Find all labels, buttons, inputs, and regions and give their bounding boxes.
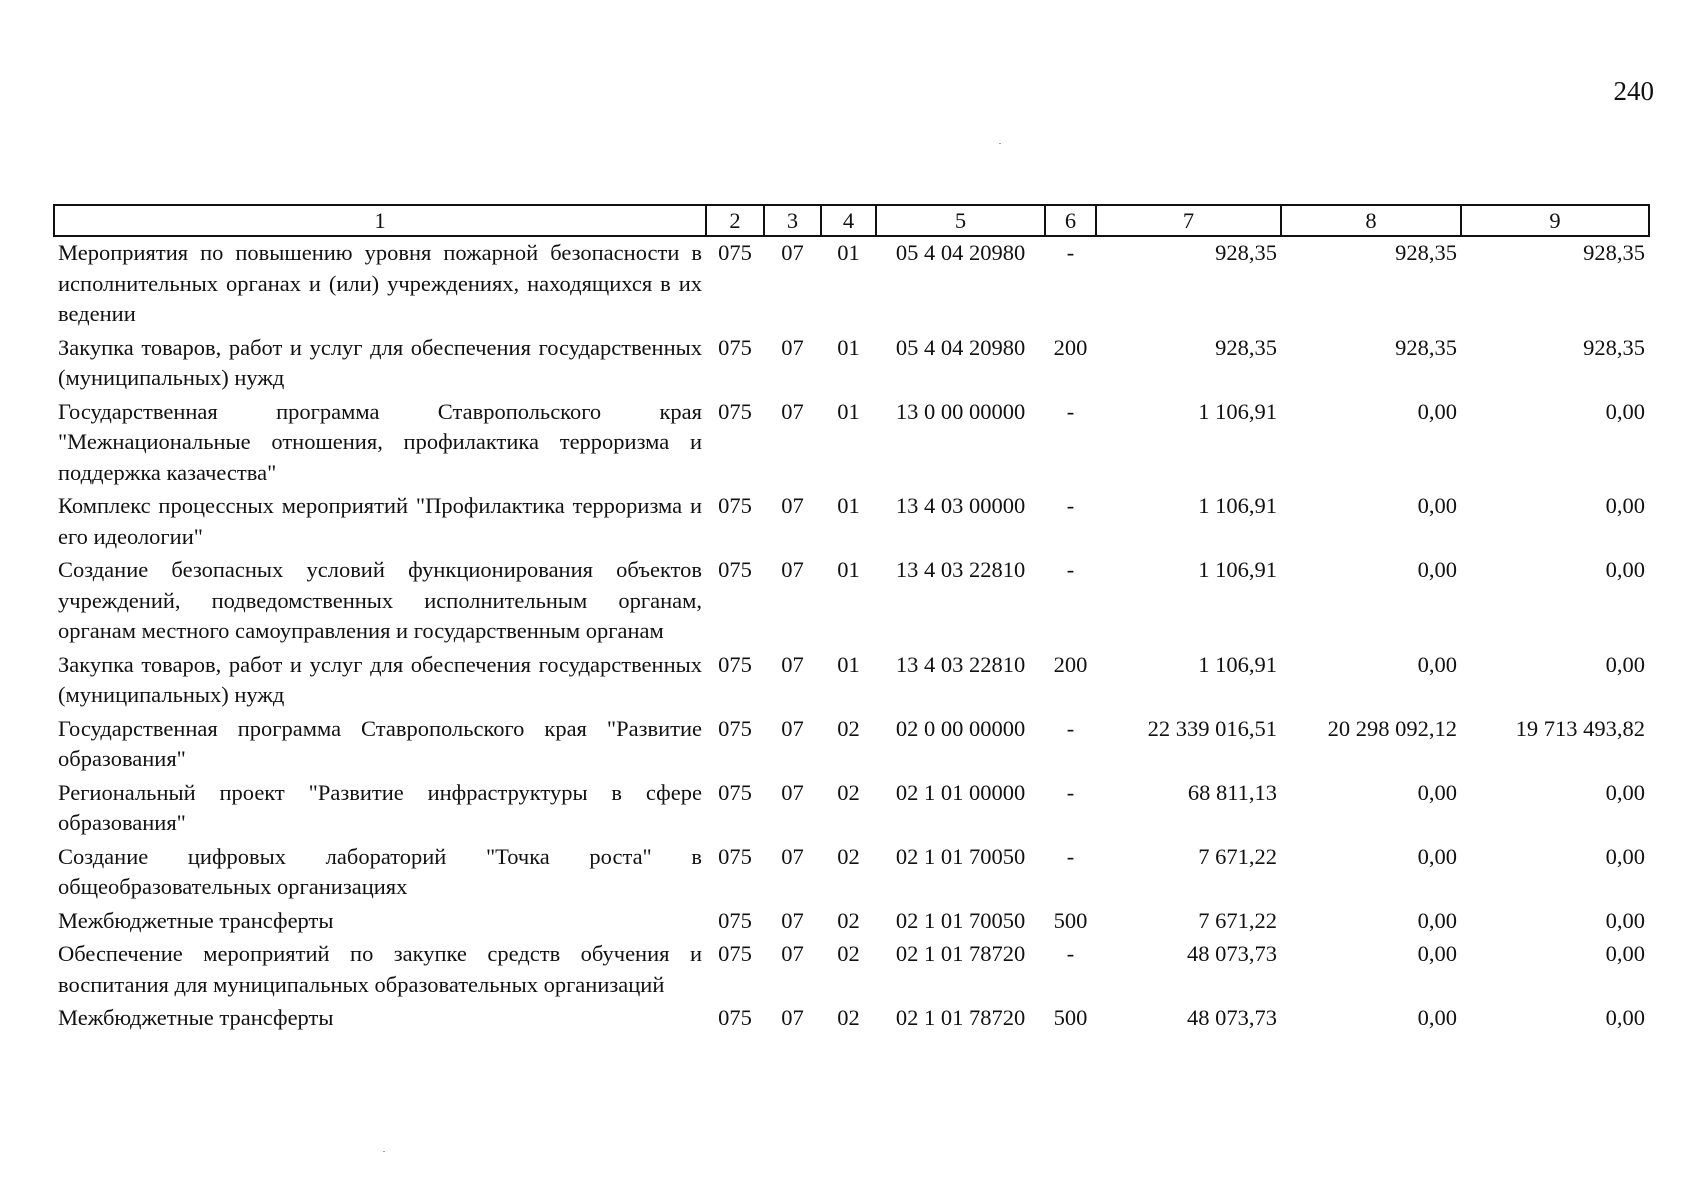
- row-name: Межбюджетные трансферты: [58, 1005, 334, 1030]
- column-header-1: 1: [54, 205, 706, 236]
- cell-section: 07: [781, 843, 804, 869]
- cell-target-item: 13 0 00 00000: [895, 398, 1026, 424]
- cell-target-item: 13 4 03 22810: [895, 651, 1026, 677]
- row-name: Создание безопасных условий функционирования объектов учреждений, подведомственных исполнительным органам, органам местного самоуправления и государственным органам: [58, 557, 702, 643]
- cell-section: 07: [781, 907, 804, 933]
- cell-amount-col9: 0,00: [1605, 907, 1645, 933]
- scan-artifact: [383, 1151, 385, 1152]
- cell-subsection: 02: [837, 907, 860, 933]
- table-row: [54, 938, 1649, 1002]
- cell-amount-col9: 0,00: [1605, 493, 1645, 518]
- cell-amount-col7: 48 073,73: [1187, 941, 1277, 966]
- cell-section: 07: [781, 715, 804, 741]
- cell-section: 07: [781, 941, 804, 966]
- cell-expense-type: -: [1066, 493, 1075, 518]
- table-row: [54, 1002, 1649, 1036]
- row-name: Региональный проект "Развитие инфраструктуры в сфере образования": [58, 779, 702, 835]
- column-header-8: 8: [1281, 205, 1461, 236]
- cell-amount-col7: 1 106,91: [1198, 398, 1277, 424]
- cell-amount-col8: 0,00: [1417, 493, 1457, 518]
- cell-section: 07: [781, 779, 804, 805]
- cell-target-item: 13 4 03 00000: [895, 493, 1026, 518]
- cell-subsection: 02: [837, 715, 860, 741]
- column-header-3: 3: [764, 205, 821, 236]
- cell-subsection: 01: [837, 334, 860, 360]
- cell-amount-col7: 22 339 016,51: [1147, 715, 1277, 741]
- cell-amount-col7: 1 106,91: [1198, 557, 1277, 582]
- cell-admin-code: 075: [718, 240, 752, 265]
- cell-admin-code: 075: [718, 715, 752, 741]
- cell-target-item: 05 4 04 20980: [895, 334, 1026, 360]
- cell-section: 07: [781, 651, 804, 677]
- column-header-7: 7: [1096, 205, 1281, 236]
- row-name: Закупка товаров, работ и услуг для обеспечения государственных (муниципальных) нужд: [58, 334, 702, 390]
- table-row: [54, 841, 1649, 905]
- cell-amount-col8: 0,00: [1417, 843, 1457, 869]
- cell-amount-col7: 48 073,73: [1187, 1005, 1277, 1030]
- table-row: [54, 396, 1649, 491]
- cell-target-item: 02 0 00 00000: [895, 715, 1026, 741]
- cell-admin-code: 075: [718, 941, 752, 966]
- cell-target-item: 05 4 04 20980: [895, 240, 1026, 265]
- budget-table: [53, 204, 1650, 1036]
- cell-amount-col7: 1 106,91: [1198, 651, 1277, 677]
- cell-subsection: 01: [837, 398, 860, 424]
- cell-section: 07: [781, 1005, 804, 1030]
- table-row: [54, 490, 1649, 554]
- cell-expense-type: -: [1066, 398, 1075, 424]
- table-row: [54, 649, 1649, 713]
- row-name: Государственная программа Ставропольского края "Развитие образования": [58, 715, 702, 771]
- cell-admin-code: 075: [718, 651, 752, 677]
- cell-admin-code: 075: [718, 843, 752, 869]
- cell-admin-code: 075: [718, 907, 752, 933]
- row-name: Мероприятия по повышению уровня пожарной безопасности в исполнительных органах и (или) учреждениях, находящихся в их ведении: [58, 240, 702, 326]
- cell-expense-type: 200: [1053, 651, 1088, 677]
- cell-amount-col8: 0,00: [1417, 779, 1457, 805]
- cell-amount-col8: 0,00: [1417, 557, 1457, 582]
- column-header-2: 2: [706, 205, 764, 236]
- cell-subsection: 01: [837, 651, 860, 677]
- cell-target-item: 02 1 01 78720: [895, 1005, 1026, 1030]
- cell-section: 07: [781, 398, 804, 424]
- cell-amount-col9: 928,35: [1583, 334, 1645, 360]
- cell-expense-type: 500: [1053, 907, 1088, 933]
- cell-admin-code: 075: [718, 557, 752, 582]
- cell-target-item: 02 1 01 70050: [895, 843, 1026, 869]
- row-name: Создание цифровых лабораторий "Точка роста" в общеобразовательных организациях: [58, 843, 702, 899]
- table-row: [54, 554, 1649, 649]
- table-row: [54, 905, 1649, 939]
- cell-subsection: 01: [837, 557, 860, 582]
- cell-admin-code: 075: [718, 334, 752, 360]
- scan-artifact: [999, 143, 1001, 144]
- cell-expense-type: -: [1066, 941, 1075, 966]
- column-header-5: 5: [876, 205, 1045, 236]
- cell-admin-code: 075: [718, 1005, 752, 1030]
- cell-admin-code: 075: [718, 398, 752, 424]
- cell-amount-col8: 928,35: [1395, 240, 1457, 265]
- cell-amount-col8: 20 298 092,12: [1327, 715, 1457, 741]
- cell-amount-col8: 928,35: [1395, 334, 1457, 360]
- cell-expense-type: -: [1066, 557, 1075, 582]
- cell-amount-col7: 7 671,22: [1198, 907, 1277, 933]
- cell-subsection: 02: [837, 1005, 860, 1030]
- cell-expense-type: -: [1066, 715, 1075, 741]
- column-header-4: 4: [821, 205, 876, 236]
- row-name: Межбюджетные трансферты: [58, 907, 334, 933]
- table-row: [54, 777, 1649, 841]
- cell-admin-code: 075: [718, 493, 752, 518]
- cell-subsection: 02: [837, 779, 860, 805]
- cell-amount-col9: 0,00: [1605, 941, 1645, 966]
- cell-subsection: 02: [837, 941, 860, 966]
- cell-subsection: 01: [837, 240, 860, 265]
- cell-subsection: 02: [837, 843, 860, 869]
- cell-section: 07: [781, 334, 804, 360]
- cell-amount-col7: 928,35: [1215, 240, 1277, 265]
- cell-amount-col8: 0,00: [1417, 1005, 1457, 1030]
- cell-section: 07: [781, 240, 804, 265]
- row-name: Комплекс процессных мероприятий "Профилактика терроризма и его идеологии": [58, 493, 702, 549]
- cell-admin-code: 075: [718, 779, 752, 805]
- cell-subsection: 01: [837, 493, 860, 518]
- cell-amount-col9: 0,00: [1605, 779, 1645, 805]
- cell-amount-col8: 0,00: [1417, 398, 1457, 424]
- cell-target-item: 02 1 01 78720: [895, 941, 1026, 966]
- column-header-row: [54, 205, 1649, 236]
- cell-target-item: 02 1 01 00000: [895, 779, 1026, 805]
- cell-amount-col8: 0,00: [1417, 651, 1457, 677]
- cell-amount-col8: 0,00: [1417, 941, 1457, 966]
- cell-amount-col9: 0,00: [1605, 1005, 1645, 1030]
- column-header-9: 9: [1461, 205, 1649, 236]
- cell-amount-col7: 1 106,91: [1198, 493, 1277, 518]
- cell-expense-type: 200: [1053, 334, 1088, 360]
- cell-amount-col7: 68 811,13: [1187, 779, 1277, 805]
- cell-target-item: 13 4 03 22810: [895, 557, 1026, 582]
- cell-section: 07: [781, 557, 804, 582]
- cell-amount-col9: 0,00: [1605, 398, 1645, 424]
- cell-expense-type: 500: [1053, 1005, 1088, 1030]
- cell-amount-col8: 0,00: [1417, 907, 1457, 933]
- cell-amount-col9: 928,35: [1583, 240, 1645, 265]
- table-row: [54, 236, 1649, 332]
- cell-section: 07: [781, 493, 804, 518]
- row-name: Закупка товаров, работ и услуг для обеспечения государственных (муниципальных) нужд: [58, 651, 702, 707]
- cell-expense-type: -: [1066, 843, 1075, 869]
- column-header-6: 6: [1045, 205, 1096, 236]
- row-name: Обеспечение мероприятий по закупке средств обучения и воспитания для муниципальных образовательных организаций: [58, 941, 702, 997]
- cell-expense-type: -: [1066, 240, 1075, 265]
- cell-amount-col9: 0,00: [1605, 651, 1645, 677]
- cell-amount-col9: 19 713 493,82: [1515, 715, 1645, 741]
- cell-amount-col7: 928,35: [1215, 334, 1277, 360]
- cell-amount-col9: 0,00: [1605, 557, 1645, 582]
- table-row: [54, 713, 1649, 777]
- cell-amount-col9: 0,00: [1605, 843, 1645, 869]
- cell-amount-col7: 7 671,22: [1198, 843, 1277, 869]
- row-name: Государственная программа Ставропольского края "Межнациональные отношения, профилактика терроризма и поддержка казачества": [58, 398, 702, 485]
- cell-target-item: 02 1 01 70050: [895, 907, 1026, 933]
- page-number: 240: [1613, 76, 1654, 106]
- table-row: [54, 332, 1649, 396]
- cell-expense-type: -: [1066, 779, 1075, 805]
- table-body: [54, 236, 1649, 1036]
